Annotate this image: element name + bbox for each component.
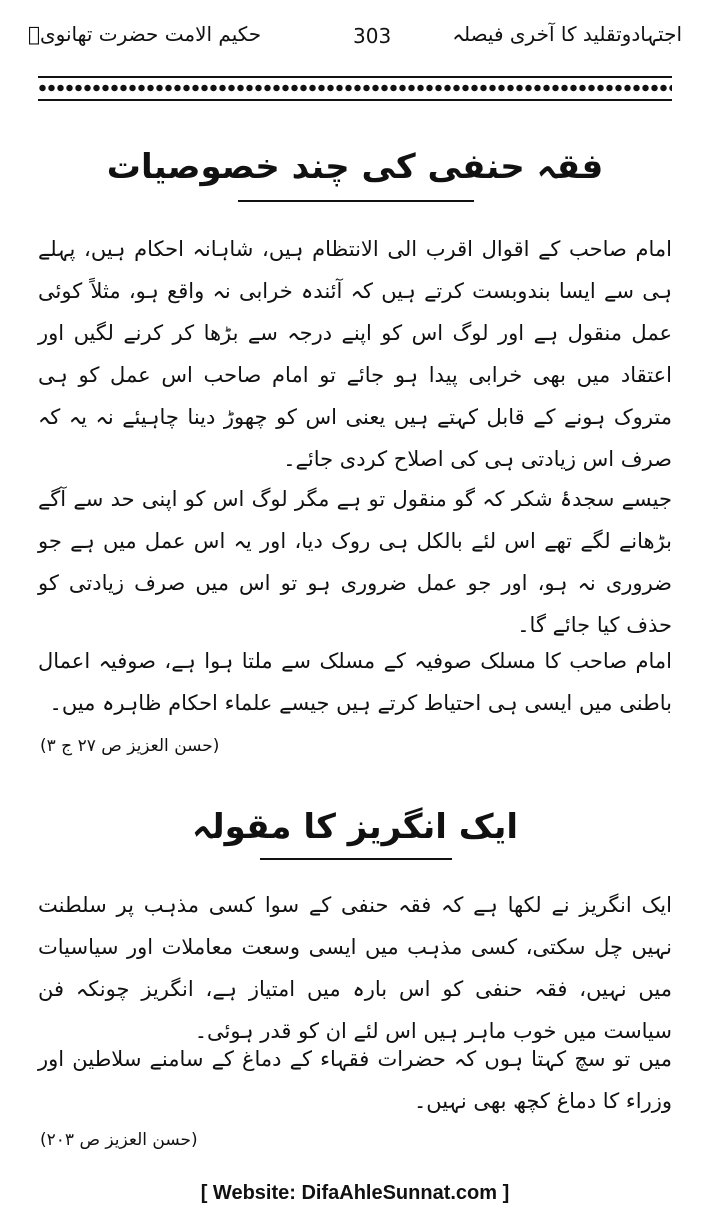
section1-title: فقہ حنفی کی چند خصوصیات — [106, 147, 604, 187]
section2-title-underline — [260, 858, 452, 860]
section1-citation: (حسن العزیز ص ۲۷ ج ۳) — [40, 736, 220, 756]
section1-paragraph-1: امام صاحب کے اقوال اقرب الی الانتظام ہیں، شاہانہ احکام ہیں، پہلے ہی سے ایسا بندوبست کرتے ہیں کہ آئندہ خرابی نہ واقع ہو، مثلاً کوئی عمل منقول ہے اور لوگ اس کو اپنے درجہ سے بڑھا کر کرنے لگیں اور اعتقاد میں بھی خرابی پیدا ہو جائے تو امام صاحب اس عمل کو ہی متروک ہونے کے قابل کہتے ہیں یعنی اس کو چھوڑ دینا چاہیئے نہ یہ کہ صرف اس زیادتی ہی کی اصلاح کردی جائے۔ — [38, 237, 672, 471]
website-footer: [ Website: DifaAhleSunnat.com ] — [200, 1182, 510, 1204]
header-page-number: 303 — [353, 24, 392, 48]
section1-paragraph-3: امام صاحب کا مسلک صوفیہ کے مسلک سے ملتا ہوا ہے، صوفیہ اعمال باطنی میں ایسی ہی احتیاط کرتے ہیں جیسے علماء احکام ظاہرہ میں۔ — [38, 649, 672, 715]
page-header — [28, 18, 682, 58]
header-author: حکیم الامت حضرت تھانویؒ — [28, 22, 262, 46]
section2-paragraph-1: ایک انگریز نے لکھا ہے کہ فقہ حنفی کے سوا کسی مذہب پر سلطنت نہیں چل سکتی، کسی مذہب میں ایسی وسعت معاملات اور سیاسیات میں نہیں، فقہ حنفی کو اس بارہ میں امتیاز ہے، انگریز چونکہ فن سیاست میں خوب ماہر ہیں اس لئے ان کو قدر ہوئی۔ — [38, 893, 672, 1043]
section1-paragraph-2: جیسے سجدۂ شکر کہ گو منقول تو ہے مگر لوگ اس کو اپنی حد سے آگے بڑھانے لگے تھے اس لئے بالکل ہی روک دیا، اور یہ اس عمل میں ہے جو ضروری نہ ہو، اور جو عمل ضروری ہو تو اس میں صرف زیادتی کو حذف کیا جائے گا۔ — [38, 487, 672, 637]
header-divider-dots — [38, 84, 672, 92]
section1-title-underline — [238, 200, 474, 202]
header-divider-bottom — [38, 99, 672, 101]
section2-paragraph-2: میں تو سچ کہتا ہوں کہ حضرات فقہاء کے دماغ کے سامنے سلاطین اور وزراء کا دماغ کچھ بھی نہیں۔ — [38, 1047, 672, 1113]
section2-title: ایک انگریز کا مقولہ — [191, 807, 519, 847]
header-divider-top — [38, 76, 672, 78]
section2-citation: (حسن العزیز ص ۲۰۳) — [40, 1130, 198, 1150]
header-book-title: اجتہادوتقلید کا آخری فیصلہ — [452, 22, 682, 46]
